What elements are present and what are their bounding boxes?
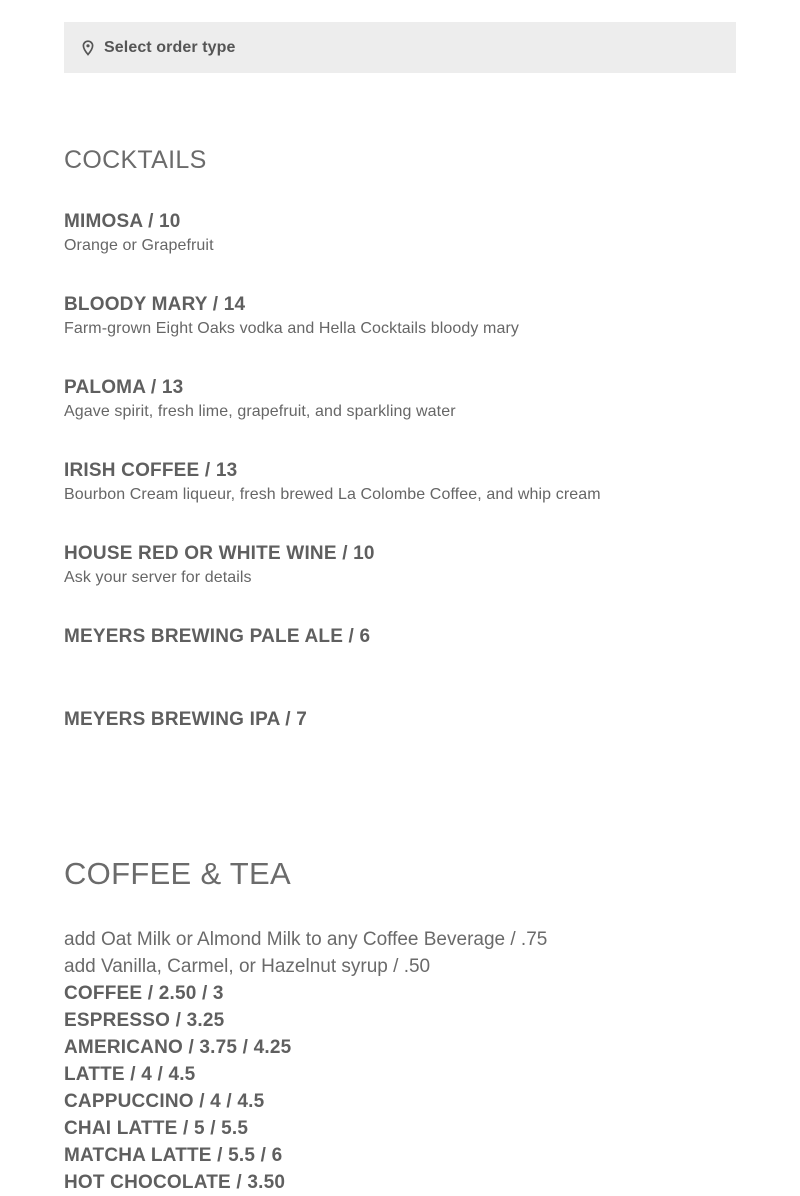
coffee-notes xyxy=(64,926,744,980)
list-item: HOT CHOCOLATE / 3.50 xyxy=(64,1172,286,1193)
item-name: HOUSE RED OR WHITE WINE / 10 xyxy=(64,543,375,564)
order-type-selector[interactable] xyxy=(64,22,736,73)
list-item: MATCHA LATTE / 5.5 / 6 xyxy=(64,1145,283,1166)
order-type-label: Select order type xyxy=(104,38,236,56)
item-description: Farm-grown Eight Oaks vodka and Hella Cocktails bloody mary xyxy=(64,320,519,337)
menu-item xyxy=(64,460,744,543)
list-item: LATTE / 4 / 4.5 xyxy=(64,1064,196,1085)
item-name: IRISH COFFEE / 13 xyxy=(64,460,238,481)
menu-item xyxy=(64,294,744,377)
coffee-tea-heading: COFFEE & TEA xyxy=(64,856,291,891)
list-item: ESPRESSO / 3.25 xyxy=(64,1010,225,1031)
item-description: Bourbon Cream liqueur, fresh brewed La Colombe Coffee, and whip cream xyxy=(64,486,601,503)
list-item: AMERICANO / 3.75 / 4.25 xyxy=(64,1037,292,1058)
menu-item xyxy=(64,211,744,294)
cocktails-heading: COCKTAILS xyxy=(64,146,207,174)
item-name: PALOMA / 13 xyxy=(64,377,184,398)
note-syrup: add Vanilla, Carmel, or Hazelnut syrup / .50 xyxy=(64,956,431,977)
menu-item xyxy=(64,709,744,792)
list-item: COFFEE / 2.50 / 3 xyxy=(64,983,224,1004)
item-name: MEYERS BREWING PALE ALE / 6 xyxy=(64,626,371,647)
item-description: Orange or Grapefruit xyxy=(64,237,214,254)
item-description: Agave spirit, fresh lime, grapefruit, and sparkling water xyxy=(64,403,456,420)
list-item: CAPPUCCINO / 4 / 4.5 xyxy=(64,1091,265,1112)
item-name: BLOODY MARY / 14 xyxy=(64,294,246,315)
coffee-tea-list xyxy=(64,980,744,1196)
menu-item xyxy=(64,626,744,709)
item-name: MIMOSA / 10 xyxy=(64,211,181,232)
item-name: MEYERS BREWING IPA / 7 xyxy=(64,709,307,730)
list-item: CHAI LATTE / 5 / 5.5 xyxy=(64,1118,249,1139)
cocktails-list xyxy=(64,211,744,792)
menu-item xyxy=(64,377,744,460)
note-milk: add Oat Milk or Almond Milk to any Coffee Beverage / .75 xyxy=(64,929,548,950)
menu-item xyxy=(64,543,744,626)
map-pin-icon xyxy=(80,40,96,56)
item-description: Ask your server for details xyxy=(64,569,252,586)
